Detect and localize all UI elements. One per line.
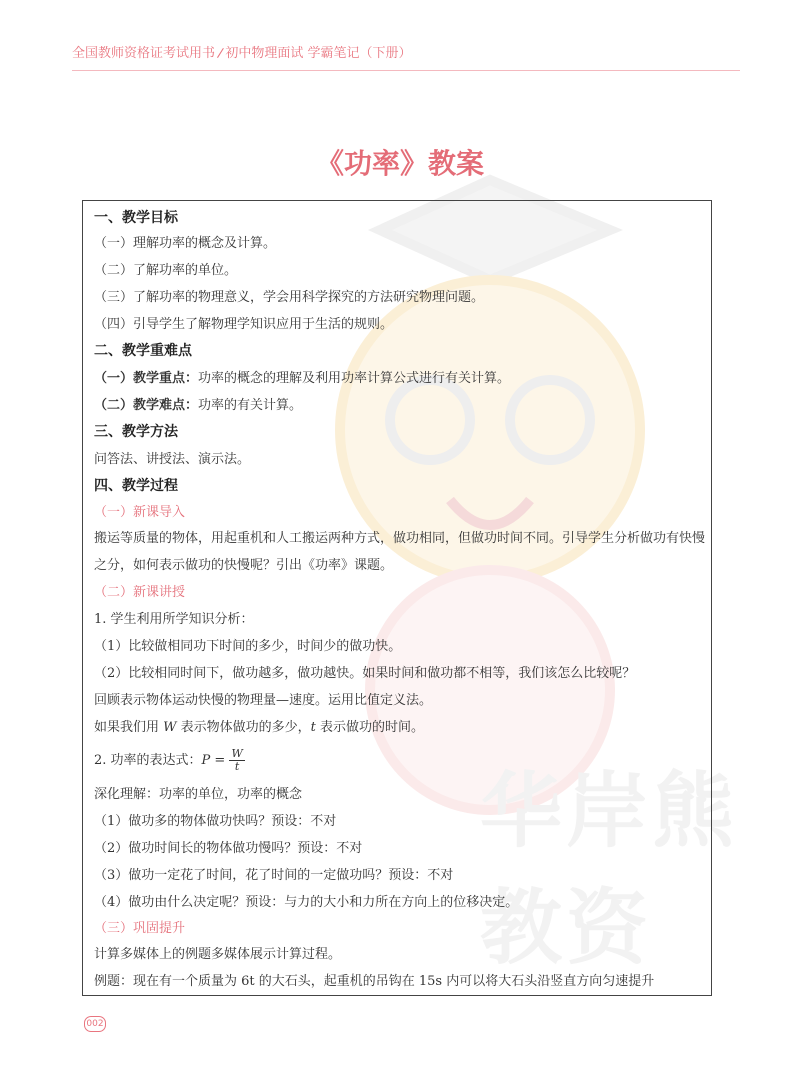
def-text: 表示做功的时间。 xyxy=(315,720,425,735)
lesson-plan-content xyxy=(94,206,706,995)
objective-item: （四）引导学生了解物理学知识应用于生活的规则。 xyxy=(94,317,394,332)
variable-definition xyxy=(94,714,706,741)
separator-mark: / xyxy=(216,45,225,62)
deep-line: 深化理解：功率的单位，功率的概念 xyxy=(94,787,303,802)
objective-item: （二）了解功率的单位。 xyxy=(94,263,238,278)
def-var-w: W xyxy=(163,720,177,735)
book-series-title: 全国教师资格证考试用书 xyxy=(72,46,216,61)
section-heading-process: 四、教学过程 xyxy=(94,478,178,494)
formula-fraction xyxy=(229,748,244,773)
book-subtitle: 初中物理面试 学霸笔记（下册） xyxy=(225,46,412,61)
subheading-consolidate: （三）巩固提升 xyxy=(94,921,186,936)
difficult-point-label: （二）教学难点： xyxy=(94,398,199,413)
difficult-point xyxy=(94,392,706,419)
lesson-line: （2）比较相同时间下，做功越多，做功越快。如果时间和做功都不相等，我们该怎么比较呢？ xyxy=(94,666,636,681)
deep-line: （3）做功一定花了时间，花了时间的一定做功吗？预设：不对 xyxy=(94,868,454,883)
formula-numerator: W xyxy=(231,747,243,760)
lesson-line: 回顾表示物体运动快慢的物理量—速度。运用比值定义法。 xyxy=(94,693,433,708)
key-point-text: 功率的概念的理解及利用功率计算公式进行有关计算。 xyxy=(198,371,511,386)
running-header xyxy=(72,44,740,71)
section-heading-objectives: 一、教学目标 xyxy=(94,210,178,226)
key-point xyxy=(94,365,706,392)
def-text: 如果我们用 xyxy=(94,720,164,735)
objective-item: （一）理解功率的概念及计算。 xyxy=(94,236,277,251)
section-heading-methods: 三、教学方法 xyxy=(94,424,178,440)
lesson-line: （1）比较做相同功下时间的多少，时间少的做功快。 xyxy=(94,639,402,654)
consolidate-line: 例题：现在有一个质量为 6t 的大石头，起重机的吊钩在 15s 内可以将大石头沿竖直方向匀速提升 xyxy=(94,974,655,989)
subheading-new-lesson: （二）新课讲授 xyxy=(94,585,186,600)
def-text: 表示物体做功的多少， xyxy=(176,720,311,735)
methods-text: 问答法、讲授法、演示法。 xyxy=(94,452,251,467)
difficult-point-text: 功率的有关计算。 xyxy=(198,398,303,413)
subheading-intro: （一）新课导入 xyxy=(94,505,186,520)
objective-item: （三）了解功率的物理意义，学会用科学探究的方法研究物理问题。 xyxy=(94,290,485,305)
key-point-label: （一）教学重点： xyxy=(94,371,199,386)
def-var-t: t xyxy=(310,720,316,735)
page-number: 002 xyxy=(84,1016,106,1032)
deep-line: （1）做功多的物体做功快吗？预设：不对 xyxy=(94,814,337,829)
formula-denominator: t xyxy=(234,760,240,773)
deep-line: （4）做功由什么决定呢？预设：与力的大小和力所在方向上的位移决定。 xyxy=(94,895,519,910)
formula-lhs: P = xyxy=(201,753,226,768)
page-title: 《功率》教案 xyxy=(315,147,484,180)
deep-line: （2）做功时间长的物体做功慢吗？预设：不对 xyxy=(94,841,363,856)
consolidate-line: 计算多媒体上的例题多媒体展示计算过程。 xyxy=(94,947,342,962)
section-heading-keypoints: 二、教学重难点 xyxy=(94,343,192,359)
intro-paragraph: 搬运等质量的物体，用起重机和人工搬运两种方式，做功相同，但做功时间不同。引导学生分析做功有快慢之分，如何表示做功的快慢呢？引出《功率》课题。 xyxy=(94,531,706,573)
formula-label: 2. 功率的表达式： xyxy=(94,753,202,768)
power-formula xyxy=(94,741,706,781)
lesson-line: 1. 学生利用所学知识分析： xyxy=(94,612,254,627)
watermark-text: 华岸熊教资 xyxy=(480,764,739,976)
